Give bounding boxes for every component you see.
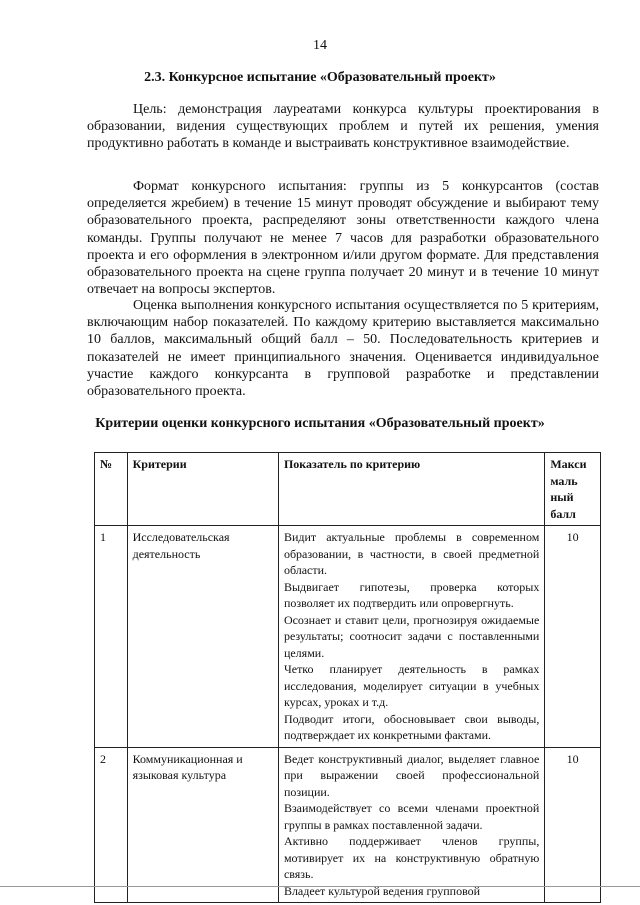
section-title: 2.3. Конкурсное испытание «Образовательный проект» [144, 70, 496, 85]
indicator-item: Ведет конструктивный диалог, выделяет главное при выражении своей профессиональной позиции. [283, 751, 540, 799]
indicator-item: Осознает и ставит цели, прогнозируя ожидаемые результаты; соотносит задачи с поставленными целями. [283, 612, 540, 660]
header-criteria: Критерии [127, 453, 278, 526]
row-num: 2 [95, 747, 128, 903]
indicator-item: Видит актуальные проблемы в современном образовании, в частности, в своей предметной области. [283, 530, 540, 577]
row-max-score: 10 [545, 526, 601, 748]
row-max-score: 10 [545, 747, 601, 903]
table-title: Критерии оценки конкурсного испытания «Образовательный проект» [95, 416, 545, 431]
indicator-item: Четко планирует деятельность в рамках исследования, моделирует ситуации в учебных курсах, уроках и т.д. [283, 662, 540, 709]
table-header-row [95, 453, 601, 526]
header-num: № [95, 453, 128, 526]
row-criteria: Исследовательская деятельность [127, 526, 278, 748]
header-indicator: Показатель по критерию [278, 453, 544, 526]
paragraph-format: Формат конкурсного испытания: группы из 5 конкурсантов (состав определяется жребием) в течение 15 минут проводят обсуждение и выбирают тему образовательного проекта, распределяют зоны ответственности каждого члена команды. Группы получают не менее 7 часов для разработки образовательного проекта и его оформления в электронном и/или другом формате. Для представления образовательного проекта на сцене группа получает 20 минут и в течение 10 минут отвечает на вопросы экспертов. [87, 179, 599, 298]
row-indicators [278, 526, 544, 748]
table-row [95, 526, 601, 748]
indicator-item: Взаимодействует со всеми членами проектной группы в рамках поставленной задачи. [283, 801, 540, 832]
indicator-item: Активно поддерживает членов группы, мотивирует их на конструктивную обратную связь. [283, 834, 540, 881]
criteria-table [94, 452, 601, 903]
page-bottom-rule [0, 886, 640, 887]
indicator-item: Выдвигает гипотезы, проверка которых позволяет их подтвердить или опровергнуть. [283, 579, 540, 610]
indicator-item: Владеет культурой ведения групповой [283, 883, 481, 898]
paragraph-evaluation: Оценка выполнения конкурсного испытания осуществляется по 5 критериям, включающим набор показателей. По каждому критерию выставляется максимально 10 баллов, максимальный общий балл – 50. Последовательность критериев и показателей не имеет принципиального значения. Оценивается индивидуальное участие каждого конкурсанта в групповой разработке и представлении образовательного проекта. [87, 298, 599, 400]
page-number: 14 [313, 38, 327, 53]
row-num: 1 [95, 526, 128, 748]
header-max-score: Макси маль ный балл [545, 453, 601, 526]
indicator-item: Подводит итоги, обосновывает свои выводы, подтверждает их конкретными фактами. [283, 711, 540, 742]
paragraph-goal: Цель: демонстрация лауреатами конкурса культуры проектирования в образовании, видения существующих проблем и путей их решения, умения продуктивно работать в команде и выстраивать конструктивное взаимодействие. [87, 102, 599, 152]
table-row [95, 747, 601, 903]
row-criteria: Коммуникационная и языковая культура [127, 747, 278, 903]
row-indicators [278, 747, 544, 903]
